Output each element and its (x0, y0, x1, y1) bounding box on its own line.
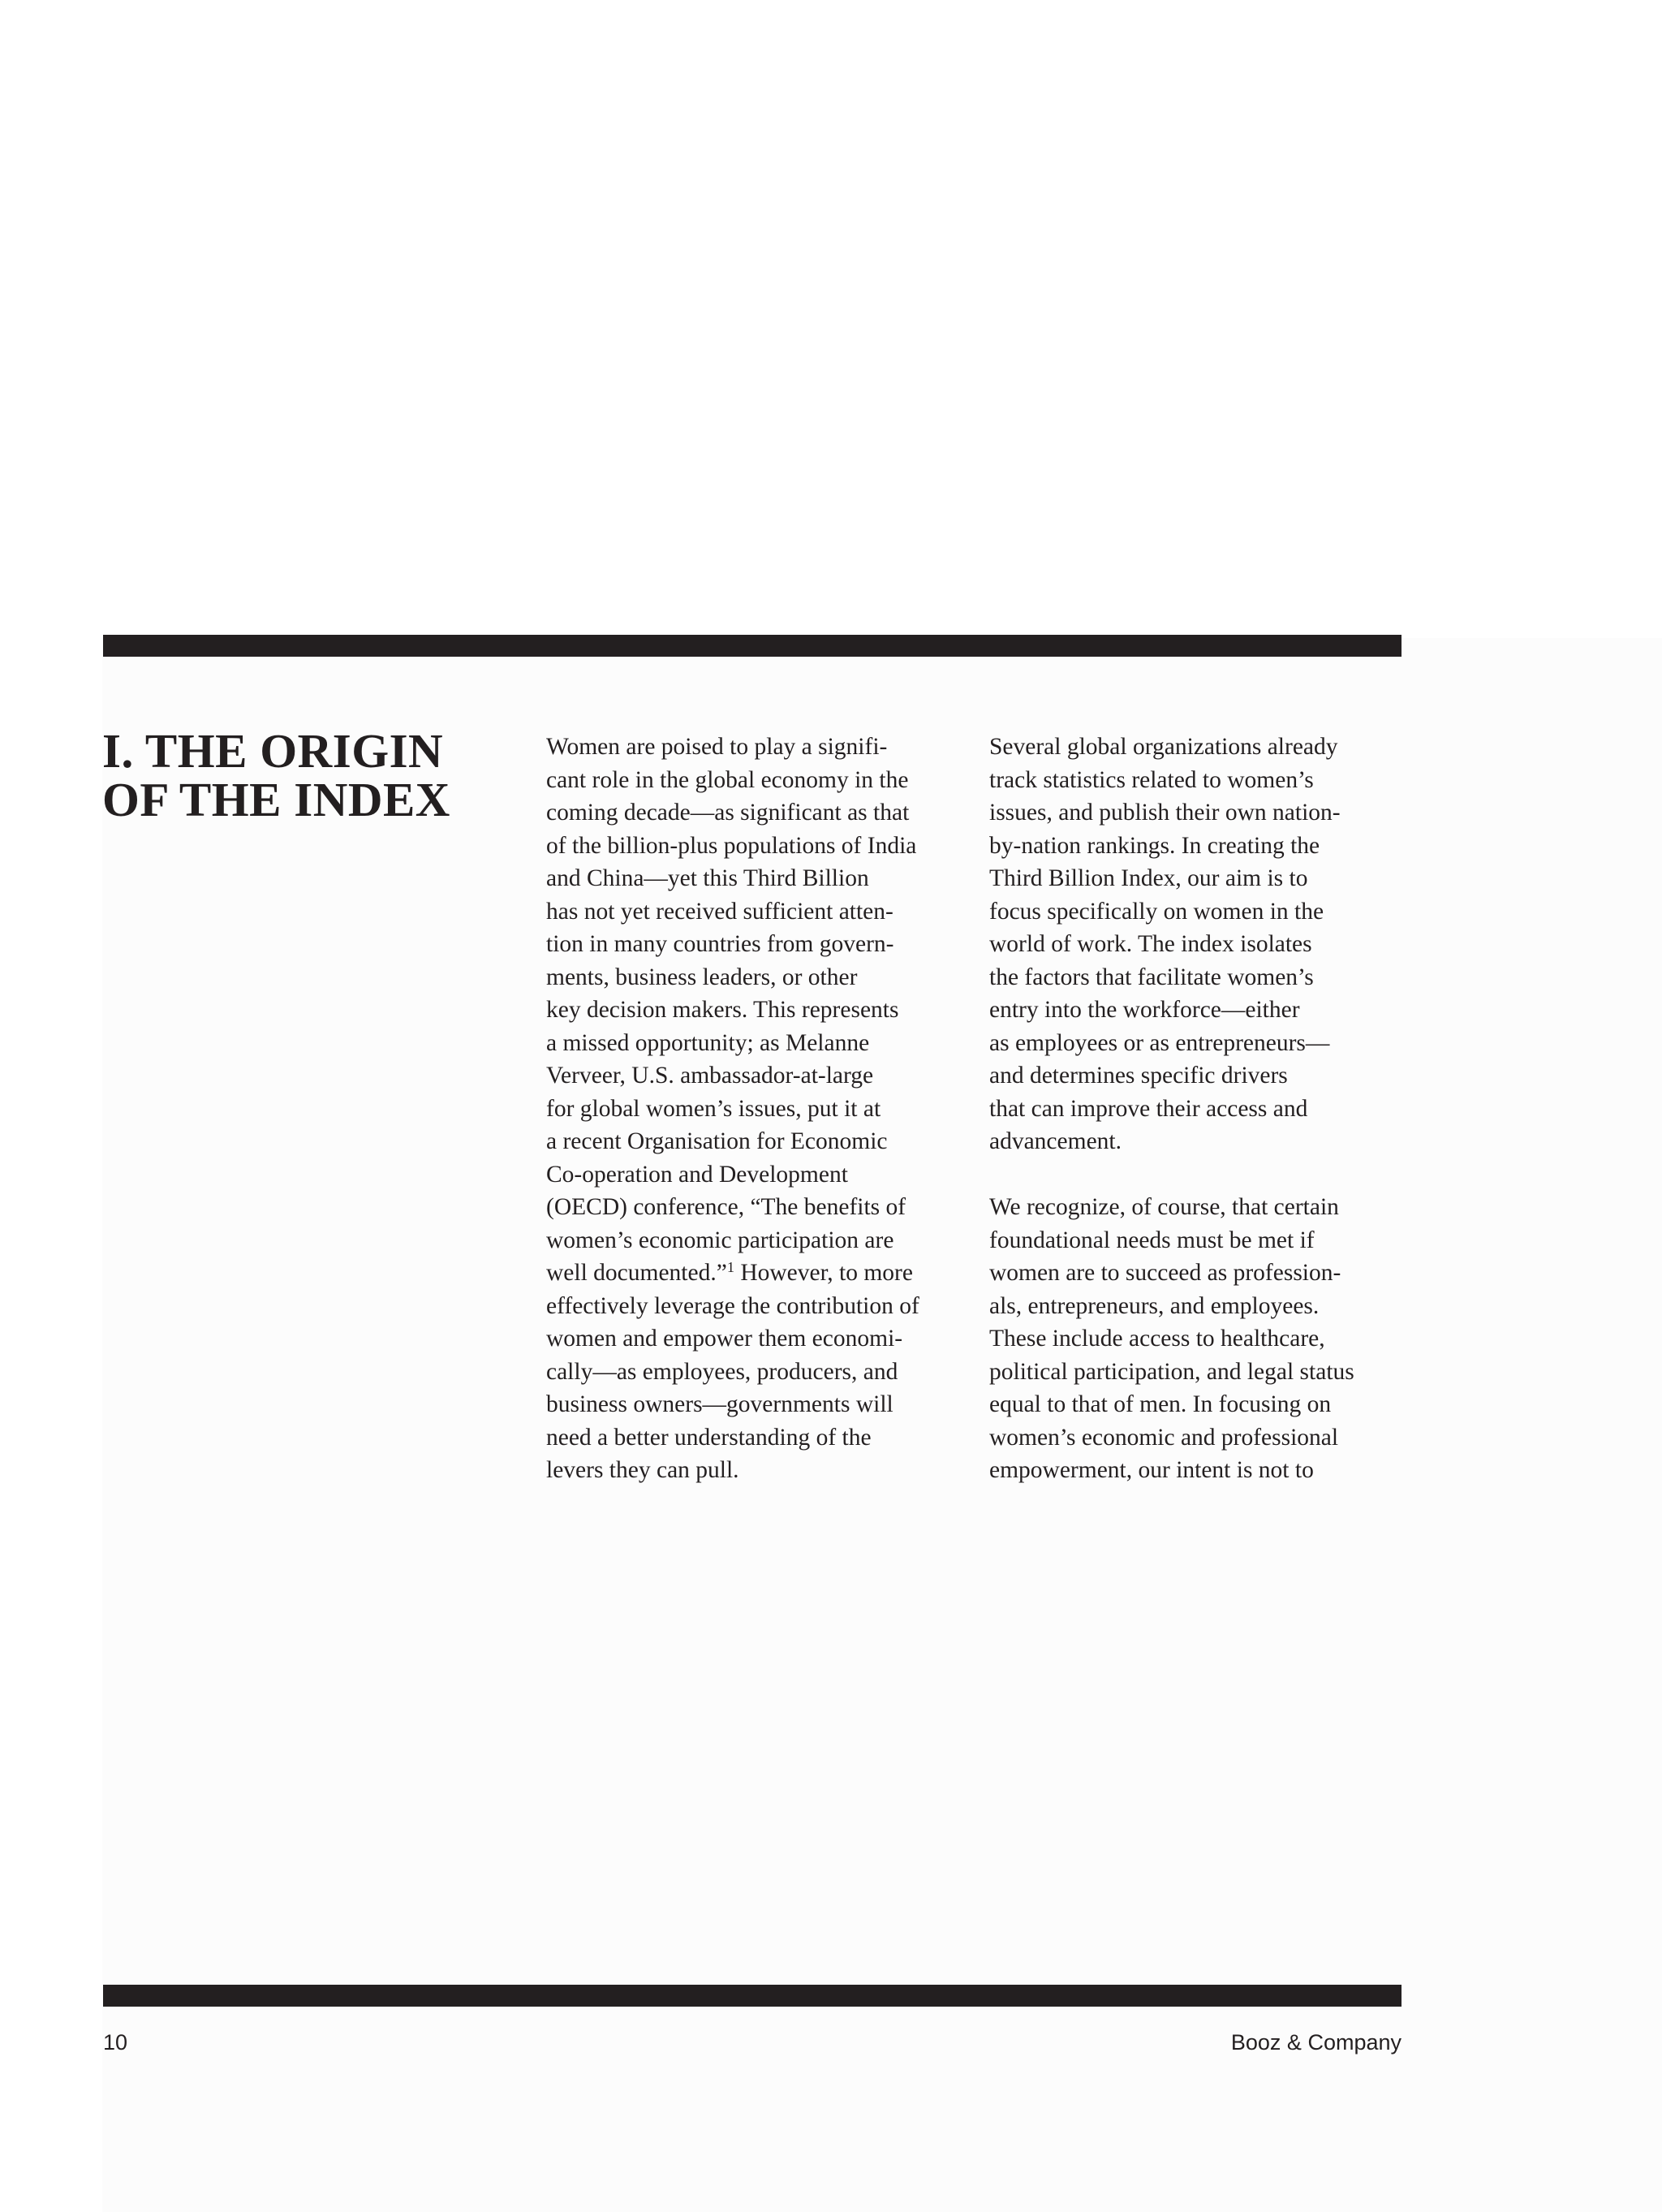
text-line: These include access to healthcare, (989, 1326, 1325, 1352)
text-line: Co-operation and Development (546, 1161, 848, 1188)
text-fragment: However, to more (734, 1260, 913, 1286)
bottom-rule (103, 1985, 1402, 2007)
text-line-with-footnote (546, 1257, 976, 1290)
text-line: that can improve their access and (989, 1095, 1308, 1122)
text-line: Verveer, U.S. ambassador-at-large (546, 1063, 874, 1089)
text-line: women are to succeed as profession- (989, 1260, 1341, 1286)
text-line: coming decade—as significant as that (546, 800, 910, 826)
text-line: political participation, and legal status (989, 1358, 1354, 1385)
text-line: equal to that of men. In focusing on (989, 1391, 1332, 1417)
company-name: Booz & Company (1230, 2030, 1402, 2055)
text-line: a missed opportunity; as Melanne (546, 1029, 870, 1056)
text-line: as employees or as entrepreneurs— (989, 1029, 1330, 1056)
body-column-1 (546, 731, 976, 1487)
text-line: need a better understanding of the (546, 1424, 872, 1451)
text-line: effectively leverage the contribution of (546, 1292, 919, 1319)
text-line: Third Billion Index, our aim is to (989, 865, 1308, 891)
text-line: by-nation rankings. In creating the (989, 832, 1320, 859)
text-line: (OECD) conference, “The benefits of (546, 1194, 906, 1220)
footnote-marker: 1 (726, 1258, 734, 1275)
text-line: and determines specific drivers (989, 1063, 1288, 1089)
section-title-line: I. THE ORIGIN (102, 724, 444, 778)
text-line: Women are poised to play a signifi- (546, 734, 888, 760)
text-line: cally—as employees, producers, and (546, 1358, 898, 1385)
text-line: women’s economic and professional (989, 1424, 1339, 1451)
text-line: Several global organizations already (989, 734, 1338, 760)
paragraph (989, 1191, 1419, 1487)
text-line: We recognize, of course, that certain (989, 1194, 1339, 1220)
section-title-line: OF THE INDEX (102, 773, 450, 826)
paragraph (546, 731, 976, 1487)
text-line: focus specifically on women in the (989, 898, 1324, 925)
text-line: and China—yet this Third Billion (546, 865, 869, 891)
text-line: world of work. The index isolates (989, 931, 1312, 957)
top-rule (103, 635, 1402, 657)
text-line: business owners—governments will (546, 1391, 893, 1417)
text-fragment: well documented.” (546, 1260, 727, 1286)
text-line: women and empower them economi- (546, 1326, 903, 1352)
text-line: cant role in the global economy in the (546, 766, 909, 793)
text-line: a recent Organisation for Economic (546, 1128, 888, 1154)
text-line: has not yet received sufficient atten- (546, 898, 893, 925)
text-line: empowerment, our intent is not to (989, 1457, 1314, 1483)
text-line: tion in many countries from govern- (546, 931, 894, 957)
text-line: levers they can pull. (546, 1457, 739, 1483)
text-line: issues, and publish their own nation- (989, 800, 1341, 826)
text-line: the factors that facilitate women’s (989, 964, 1314, 990)
text-line: als, entrepreneurs, and employees. (989, 1292, 1320, 1319)
text-line: of the billion-plus populations of India (546, 832, 917, 859)
body-column-2 (989, 731, 1419, 1487)
text-line: ments, business leaders, or other (546, 964, 858, 990)
text-line: entry into the workforce—either (989, 997, 1300, 1023)
text-line: key decision makers. This represents (546, 997, 899, 1023)
text-line: foundational needs must be met if (989, 1227, 1315, 1253)
paragraph (989, 731, 1419, 1158)
text-line: advancement. (989, 1128, 1122, 1154)
text-line: track statistics related to women’s (989, 766, 1314, 793)
section-title (102, 724, 450, 826)
text-line: for global women’s issues, put it at (546, 1095, 881, 1122)
text-line: women’s economic participation are (546, 1227, 894, 1253)
page-number: 10 (103, 2030, 128, 2055)
